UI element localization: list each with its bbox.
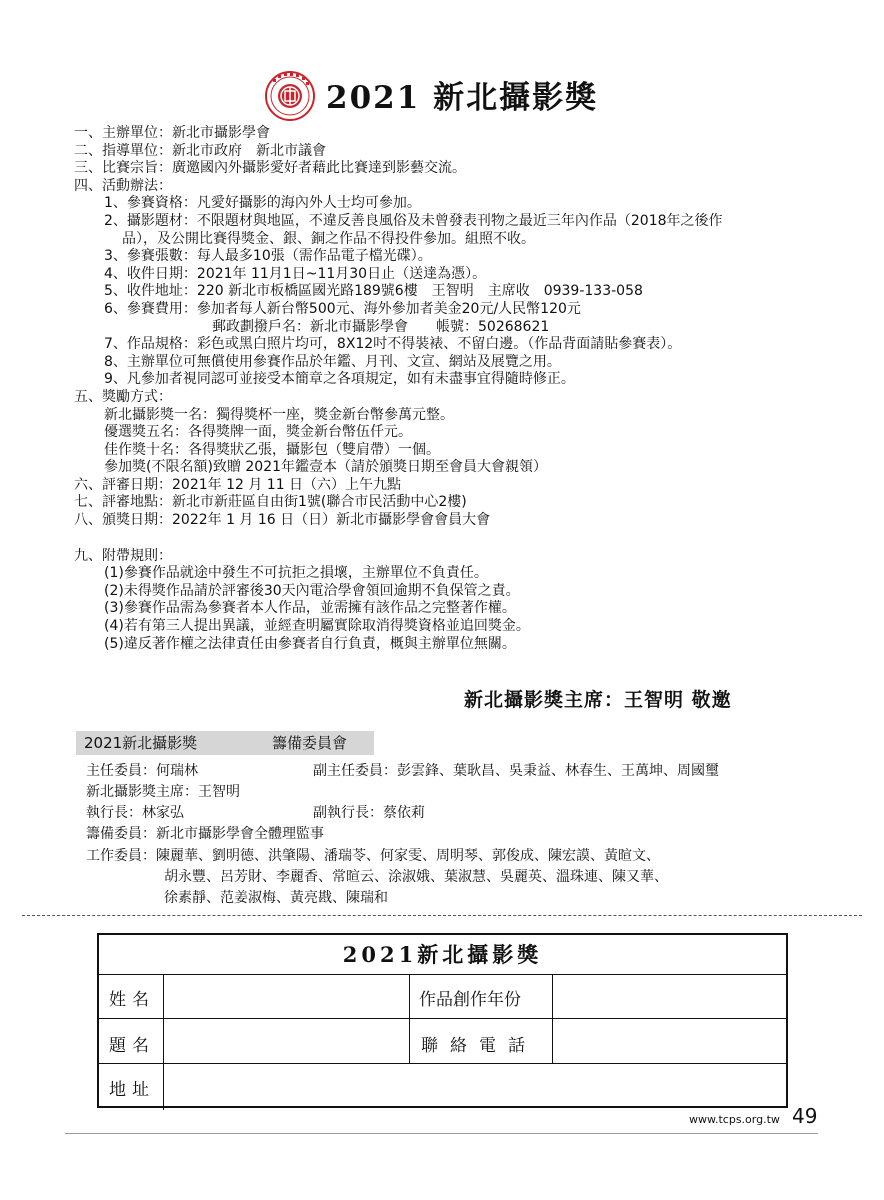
committee-prep: 籌備委員：新北市攝影學會全體理監事 [86, 826, 324, 842]
rule-line: 1、參賽資格：凡愛好攝影的海內外人士均可參加。 [104, 195, 421, 212]
rule-line: 4、收件日期：2021年 11月1日~11月30日止（送達為憑）。 [104, 265, 487, 282]
rules-body [74, 125, 834, 653]
committee-heading-name: 2021新北攝影獎 [84, 734, 198, 752]
rule-line: 5、收件地址：220 新北市板橋區國光路189號6樓 王智明 主席收 0939-133-058 [104, 283, 643, 300]
committee-heading-label: 籌備委員會 [272, 734, 348, 752]
rule-line: 二、指導單位：新北市政府 新北市議會 [74, 142, 326, 159]
rule-line: 八、頒獎日期：2022年 1 月 16 日（日）新北市攝影學會會員大會 [74, 512, 491, 529]
committee-workers-3: 徐素靜、范姜淑梅、黃亮戡、陳瑞和 [164, 890, 388, 906]
rule-line: 四、活動辦法： [74, 177, 172, 194]
form-col-divider [163, 975, 164, 1110]
rule-line: 新北攝影獎一名：獨得獎杯一座，獎金新台幣參萬元整。 [104, 406, 454, 423]
footer-divider [65, 1133, 818, 1134]
page-number: 49 [792, 1104, 818, 1128]
footer-url[interactable]: www.tcps.org.tw [689, 1113, 780, 1126]
rule-line: 品），及公開比賽得獎金、銀、銅之作品不得投件參加。組照不收。 [122, 230, 535, 247]
phone-label: 聯絡電話 [421, 1036, 537, 1056]
name-field[interactable] [165, 977, 407, 1017]
committee-exec: 執行長：林家弘 [86, 805, 184, 821]
rule-line: 2、攝影題材：不限題材與地區，不違反善良風俗及未曾發表刊物之最近三年內作品（2018年之後作 [104, 212, 723, 229]
committee-workers-2: 胡永豐、呂芳財、李麗香、常暄云、涂淑娥、葉淑慧、吳麗英、溫珠連、陳又華、 [164, 869, 668, 885]
committee-chair: 主任委員：何瑞林 [86, 763, 198, 779]
phone-field[interactable] [554, 1020, 786, 1062]
entry-form [97, 933, 788, 1108]
name-label: 姓名 [109, 990, 155, 1010]
rule-line: (1)參賽作品就途中發生不可抗拒之損壞，主辦單位不負責任。 [104, 565, 488, 582]
form-col-divider [409, 975, 410, 1063]
committee-vice-chair: 副主任委員：彭雲鋒、葉耿昌、吳秉益、林春生、王萬坤、周國璽 [313, 763, 719, 779]
rule-line: 三、比賽宗旨：廣邀國內外攝影愛好者藉此比賽達到影藝交流。 [74, 160, 466, 177]
spacer [74, 530, 834, 548]
form-row-divider [99, 1018, 786, 1019]
rule-line: 佳作獎十名：各得獎狀乙張，攝影包（雙肩帶）一個。 [104, 441, 440, 458]
rule-line: 七、評審地點：新北市新莊區自由街1號(聯合市民活動中心2樓) [74, 494, 467, 511]
rule-line: (5)違反著作權之法律責任由參賽者自行負責，概與主辦單位無關。 [104, 635, 516, 652]
rule-line: (2)未得獎作品請於評審後30天內電洽學會領回逾期不負保管之責。 [104, 582, 520, 599]
rule-line: 優選獎五名：各得獎牌一面，獎金新台幣伍仟元。 [104, 424, 412, 441]
committee-vice-exec: 副執行長：蔡依莉 [313, 805, 425, 821]
cut-line [22, 915, 862, 916]
address-field[interactable] [165, 1065, 786, 1106]
rule-line: 郵政劃撥戶名：新北市攝影學會 帳號：50268621 [212, 318, 550, 335]
rule-line: 一、主辦單位：新北市攝影學會 [74, 125, 270, 141]
creation-year-field[interactable] [554, 977, 786, 1017]
rule-line: (3)參賽作品需為參賽者本人作品，並需擁有該作品之完整著作權。 [104, 600, 516, 617]
rule-line: 五、獎勵方式： [74, 388, 172, 405]
committee-award-chair: 新北攝影獎主席：王智明 [86, 784, 240, 800]
rule-line: 參加獎(不限名額)致贈 2021年鑑壹本（請於頒獎日期至會員大會親領） [104, 459, 548, 476]
creation-year-label: 作品創作年份 [419, 990, 521, 1010]
title-row [0, 70, 884, 122]
society-logo-icon [264, 70, 316, 122]
rule-line: (4)若有第三人提出異議，並經查明屬實除取消得獎資格並追回獎金。 [104, 618, 530, 635]
work-title-field[interactable] [165, 1020, 407, 1062]
page-title: 2021 新北攝影獎 [326, 80, 599, 116]
committee-heading [76, 731, 374, 755]
address-label: 地址 [109, 1080, 155, 1100]
rule-line: 6、參賽費用：參加者每人新台幣500元、海外參加者美金20元/人民幣120元 [104, 300, 581, 317]
rule-line: 8、主辦單位可無償使用參賽作品於年鑑、月刊、文宣、網站及展覽之用。 [104, 353, 561, 370]
rule-line: 六、評審日期：2021年 12 月 11 日（六）上午九點 [74, 476, 402, 493]
work-title-label: 題名 [109, 1036, 155, 1056]
signature: 新北攝影獎主席：王智明 敬邀 [464, 689, 732, 711]
rule-line: 3、參賽張數：每人最多10張（需作品電子檔光碟）。 [104, 248, 432, 265]
committee-workers-1: 工作委員：陳麗華、劉明德、洪肇陽、潘瑞苓、何家雯、周明琴、郭俊成、陳宏謨、黃暄文、 [86, 848, 660, 864]
form-col-divider [552, 975, 553, 1063]
rule-line: 7、作品規格：彩色或黑白照片均可，8X12吋不得裝裱、不留白邊。（作品背面請貼參賽表）。 [104, 336, 682, 353]
form-title: 2021新北攝影獎 [99, 935, 786, 975]
form-row-divider [99, 1063, 786, 1064]
rule-line: 9、凡參加者視同認可並接受本簡章之各項規定，如有未盡事宜得隨時修正。 [104, 371, 575, 388]
rule-line: 九、附帶規則： [74, 547, 172, 564]
